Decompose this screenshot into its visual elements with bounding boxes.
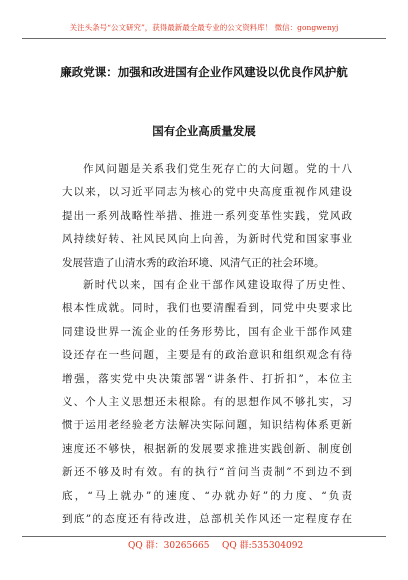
paragraph-line: 同建设世界一流企业的任务形势比，国有企业干部作风建 [62, 325, 352, 338]
paragraph-line: 新还不够及时有效。有的执行“首问当责制”不到边不到 [62, 466, 352, 479]
paragraph-line: 到底”的态度还有待改进，总部机关作风还一定程度存在 [62, 512, 352, 525]
paragraph-line: 增强，落实党中央决策部署“讲条件、打折扣”，本位主 [62, 372, 352, 385]
paragraph-line: 发展营造了山清水秀的政治环境、风清气正的社会环境。 [62, 256, 325, 269]
footer-qq-group-1: QQ 群：30265665 [128, 541, 210, 551]
document-title: 廉政党课：加强和改进国有企业作风建设以优良作风护航 [60, 65, 348, 79]
body-paragraph-2 [62, 274, 352, 531]
page-header-notice: 关注头条号“公文研究”，获得最新最全最专业的公文资料库！ 微信：gongwenyj [69, 23, 339, 32]
footer-qq-group-2: QQ 群:535304092 [222, 541, 304, 551]
paragraph-line: 设还存在一些问题，主要是有的政治意识和组织观念有待 [62, 349, 352, 362]
paragraph-line: 风持续好转、社风民风向上向善，为新时代党和国家事业 [62, 233, 352, 246]
footer-divider [22, 536, 386, 537]
paragraph-line: 速度还不够快，根据新的发展要求推进实践创新、制度创 [62, 442, 352, 455]
paragraph-line: 提出一系列战略性举措、推进一系列变革性实践，党风政 [62, 209, 352, 222]
paragraph-line: 底，“马上就办”的速度、“办就办好”的力度、“负责 [62, 489, 352, 502]
paragraph-line: 大以来，以习近平同志为核心的党中央高度重视作风建设 [62, 186, 352, 199]
body-paragraph-1 [62, 158, 352, 275]
paragraph-line: 义、个人主义思想还未根除。有的思想作风不够扎实，习 [62, 395, 352, 408]
paragraph-line: 根本性成就。同时，我们也要清醒看到，同党中央要求比 [62, 302, 352, 315]
paragraph-line: 新时代以来，国有企业干部作风建设取得了历史性、 [83, 279, 352, 291]
header-divider [22, 38, 386, 39]
paragraph-line: 作风问题是关系我们党生死存亡的大问题。党的十八 [83, 163, 352, 175]
document-subtitle: 国有企业高质量发展 [152, 124, 256, 138]
paragraph-line: 惯于运用老经验老方法解决实际问题，知识结构体系更新 [62, 419, 352, 432]
